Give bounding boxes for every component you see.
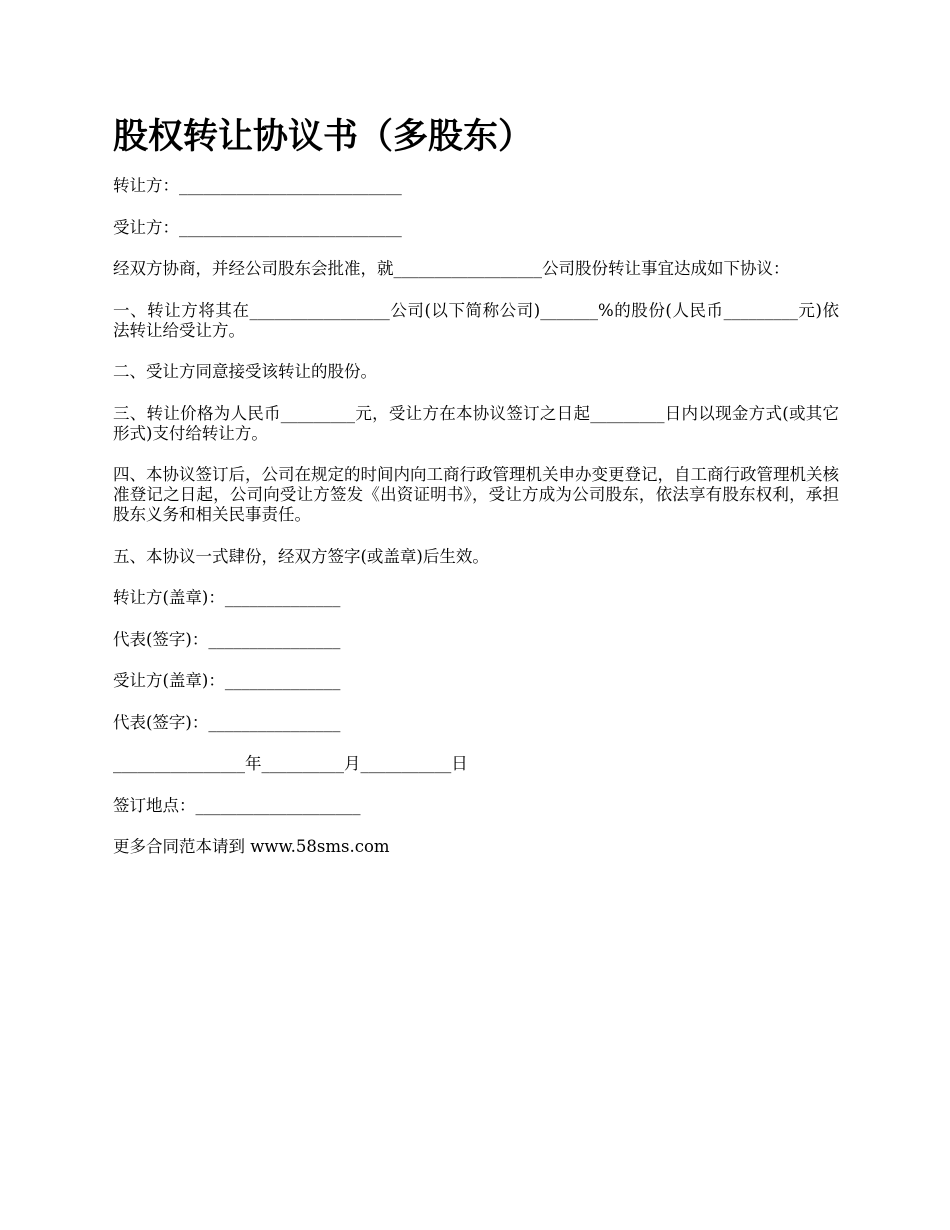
transferee-line: 受让方：___________________________ xyxy=(113,217,402,237)
transferor-seal-line: 转让方(盖章)：______________ xyxy=(113,588,341,607)
preamble-paragraph: 经双方协商，并经公司股东会批准，就__________________公司股份转让事宜达成如下协议： xyxy=(113,259,790,278)
clause-2: 二、受让方同意接受该转让的股份。 xyxy=(113,362,377,381)
clause-4: 四、本协议签订后，公司在规定的时间内向工商行政管理机关申办变更登记，自工商行政管理机关核准登记之日起，公司向受让方签发《出资证明书》，受让方成为公司股东，依法享有股东权利，承担股东义务和相关民事责任。 xyxy=(113,465,839,524)
transferee-representative-line: 代表(签字)：________________ xyxy=(113,712,341,732)
date-line: ________________年__________月___________日 xyxy=(113,754,468,773)
signing-place-line: 签订地点：____________________ xyxy=(113,795,361,815)
footer-link-text: 更多合同范本请到 www.58sms.com xyxy=(113,837,390,856)
transferee-seal-line: 受让方(盖章)：______________ xyxy=(113,671,341,690)
transferor-line: 转让方：___________________________ xyxy=(113,176,402,195)
clause-1: 一、转让方将其在_________________公司(以下简称公司)_______%的股份(人民币_________元)依法转让给受让方。 xyxy=(113,300,839,340)
transferor-representative-line: 代表(签字)：________________ xyxy=(113,629,341,649)
clause-3: 三、转让价格为人民币_________元，受让方在本协议签订之日起_________日内以现金方式(或其它形式)支付给转让方。 xyxy=(113,403,839,443)
document-page xyxy=(113,112,839,879)
clause-5: 五、本协议一式肆份，经双方签字(或盖章)后生效。 xyxy=(113,546,489,566)
document-title: 股权转让协议书（多股东） xyxy=(113,117,534,157)
